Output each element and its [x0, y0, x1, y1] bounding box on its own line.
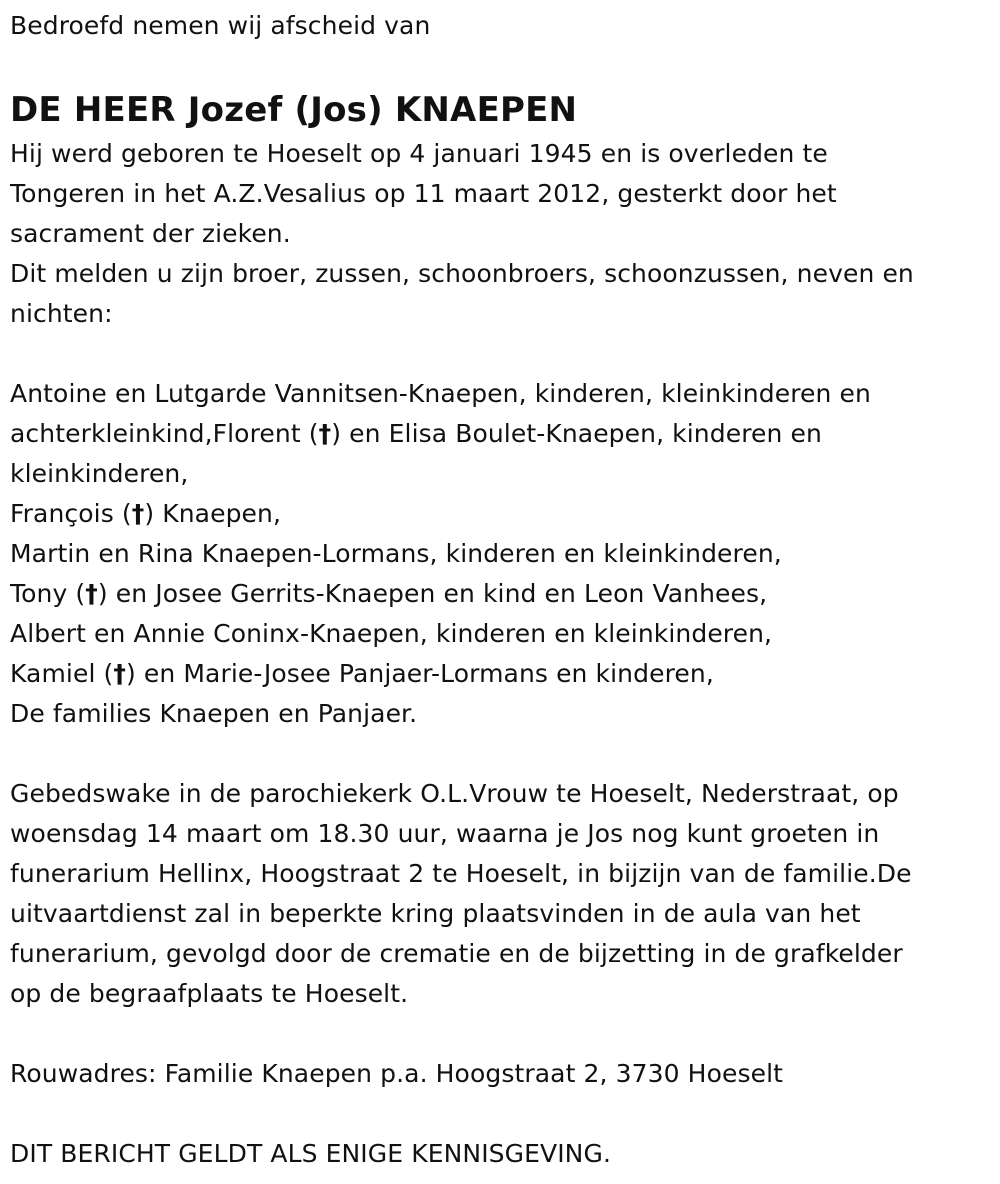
paragraph-line: Hij werd geboren te Hoeselt op 4 januari 1945 en is overleden te [10, 139, 828, 168]
cross-icon: † [113, 659, 127, 688]
closing-statement: DIT BERICHT GELDT ALS ENIGE KENNISGEVING. [10, 1139, 611, 1168]
family-text: Kamiel ( [10, 659, 114, 688]
family-text: ) en Elisa Boulet-Knaepen, kinderen en [331, 419, 822, 448]
paragraph-line: sacrament der zieken. [10, 219, 291, 248]
cross-icon: † [85, 579, 98, 608]
paragraph-line: uitvaartdienst zal in beperkte kring plaatsvinden in de aula van het [10, 899, 861, 928]
paragraph-line: funerarium Hellinx, Hoogstraat 2 te Hoeselt, in bijzijn van de familie.De [10, 859, 912, 888]
family-line: Martin en Rina Knaepen-Lormans, kinderen en kleinkinderen, [10, 539, 782, 568]
family-list [10, 374, 990, 734]
family-line: Albert en Annie Coninx-Knaepen, kinderen en kleinkinderen, [10, 619, 773, 648]
paragraph-line: Tongeren in het A.Z.Vesalius op 11 maart 2012, gesterkt door het [10, 179, 837, 208]
paragraph-line: nichten: [10, 299, 113, 328]
family-text: ) en Josee Gerrits-Knaepen en kind en Leon Vanhees, [97, 579, 768, 608]
spacer [10, 334, 990, 374]
family-line: kleinkinderen, [10, 459, 189, 488]
ceremony-paragraph [10, 774, 990, 1014]
paragraph-line: Dit melden u zijn broer, zussen, schoonbroers, schoonzussen, neven en [10, 259, 914, 288]
family-text: ) Knaepen, [144, 499, 282, 528]
family-text: François ( [10, 499, 132, 528]
family-line: De families Knaepen en Panjaer. [10, 699, 418, 728]
family-text: ) en Marie-Josee Panjaer-Lormans en kinderen, [126, 659, 714, 688]
family-line [10, 494, 990, 534]
family-line [10, 654, 990, 694]
cross-icon: † [131, 499, 145, 528]
spacer [10, 734, 990, 774]
family-line [10, 574, 990, 614]
intro-text: Bedroefd nemen wij afscheid van [10, 11, 431, 40]
family-text: achterkleinkind,Florent ( [10, 419, 319, 448]
paragraph-line: Gebedswake in de parochiekerk O.L.Vrouw te Hoeselt, Nederstraat, op [10, 779, 899, 808]
mourning-address: Rouwadres: Familie Knaepen p.a. Hoogstraat 2, 3730 Hoeselt [10, 1059, 784, 1088]
deceased-name: DE HEER Jozef (Jos) KNAEPEN [10, 90, 578, 130]
spacer [10, 1094, 990, 1134]
paragraph-line: funerarium, gevolgd door de crematie en de bijzetting in de grafkelder [10, 939, 903, 968]
paragraph-line: woensdag 14 maart om 18.30 uur, waarna je Jos nog kunt groeten in [10, 819, 880, 848]
paragraph-line: op de begraafplaats te Hoeselt. [10, 979, 409, 1008]
announcers-paragraph [10, 254, 990, 334]
spacer [10, 1014, 990, 1054]
family-text: Tony ( [10, 579, 86, 608]
cross-icon: † [318, 419, 332, 448]
family-line [10, 414, 990, 454]
birth-death-paragraph [10, 134, 990, 254]
family-line: Antoine en Lutgarde Vannitsen-Knaepen, kinderen, kleinkinderen en [10, 379, 871, 408]
